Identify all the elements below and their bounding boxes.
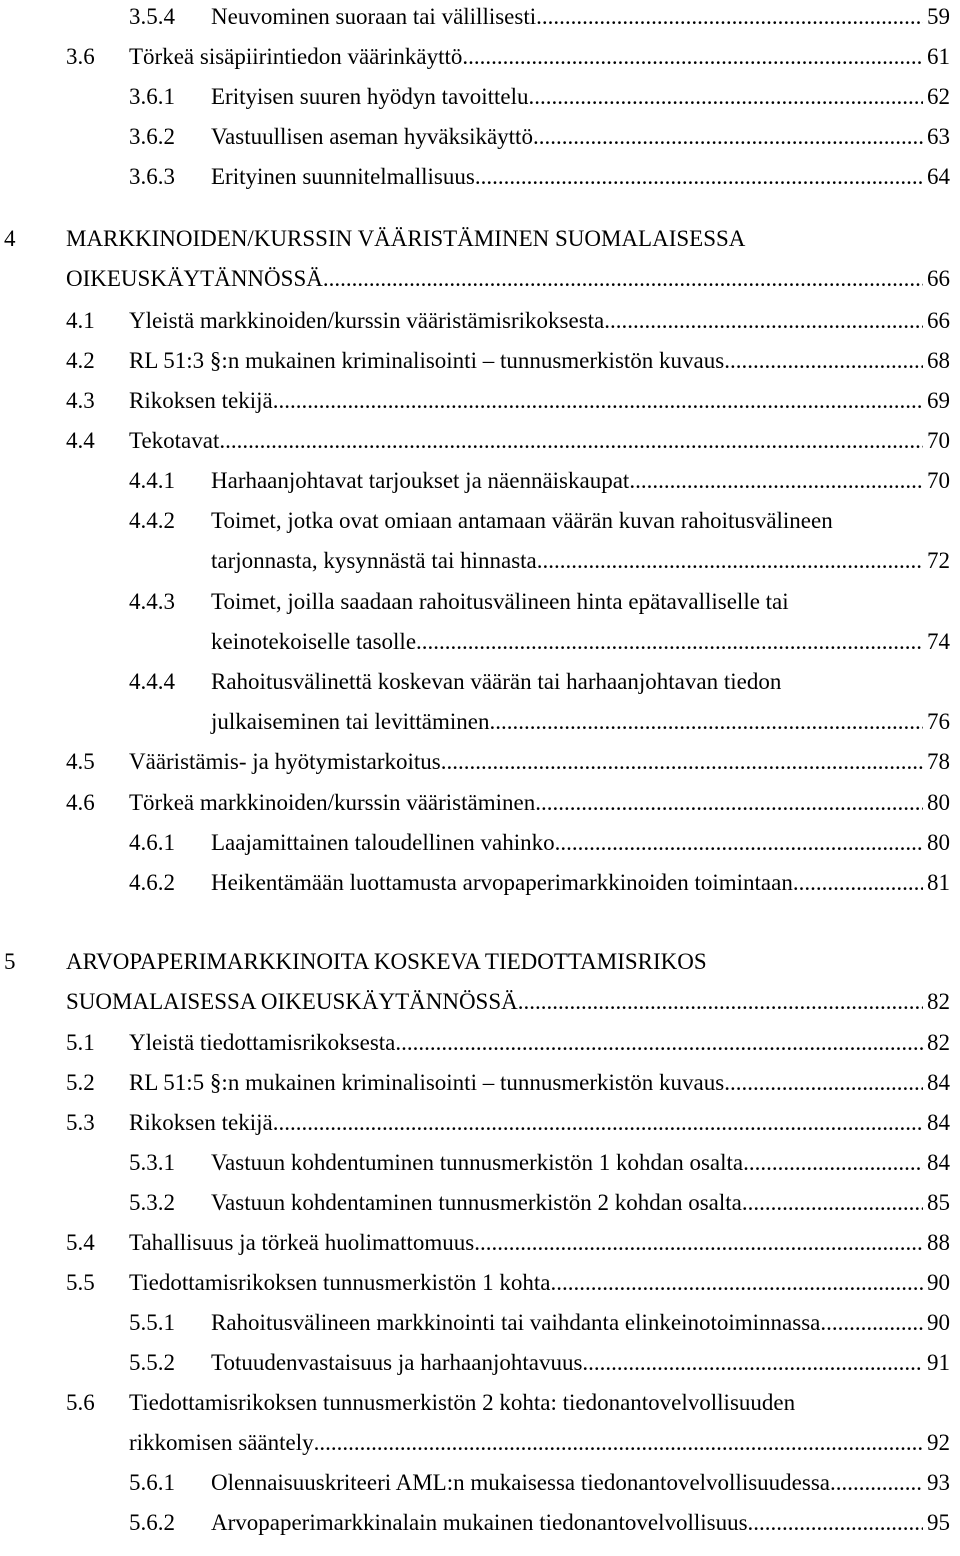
toc-entry-title: Vastuun kohdentaminen tunnusmerkistön 2 kohdan osalta xyxy=(211,1190,742,1215)
toc-entry-number: 3.6.1 xyxy=(129,84,175,109)
toc-entry[interactable] xyxy=(0,1266,960,1306)
dot-leader xyxy=(793,866,923,900)
toc-entry-title: MARKKINOIDEN/KURSSIN VÄÄRISTÄMINEN SUOMALAISESSA xyxy=(66,226,746,251)
toc-entry-title: Vääristämis- ja hyötymistarkoitus xyxy=(129,749,441,774)
toc-entry[interactable] xyxy=(0,222,960,302)
toc-entry-number: 5.5.2 xyxy=(129,1350,175,1375)
toc-entry-line xyxy=(211,464,950,498)
toc-entry[interactable] xyxy=(0,80,960,120)
toc-entry-title: Erityinen suunnitelmallisuus. xyxy=(211,164,481,189)
toc-entry-title: Toimet, joilla saadaan rahoitusvälineen hinta epätavalliselle tai xyxy=(211,589,789,614)
toc-entry-line xyxy=(66,222,950,256)
toc-entry-page: 82 xyxy=(927,989,950,1014)
toc-entry-number: 4.2 xyxy=(66,348,95,373)
toc-entry-line xyxy=(129,1426,950,1460)
dot-leader xyxy=(314,1426,923,1460)
toc-entry-line xyxy=(129,304,950,338)
toc-entry-title: Rikoksen tekijä xyxy=(129,1110,273,1135)
toc-entry-line xyxy=(129,344,950,378)
toc-entry-number: 4.4.1 xyxy=(129,468,175,493)
toc-entry-number: 4.4 xyxy=(66,428,95,453)
toc-entry[interactable] xyxy=(0,160,960,200)
toc-entry-page: 78 xyxy=(927,749,950,774)
toc-entry-line xyxy=(129,424,950,458)
dot-leader xyxy=(830,1466,923,1500)
toc-entry-page: 68 xyxy=(927,348,950,373)
toc-entry[interactable] xyxy=(0,1146,960,1186)
toc-entry-line xyxy=(211,665,950,699)
toc-entry[interactable] xyxy=(0,1066,960,1106)
toc-entry[interactable] xyxy=(0,384,960,424)
toc-entry[interactable] xyxy=(0,344,960,384)
toc-entry-title: ARVOPAPERIMARKKINOITA KOSKEVA TIEDOTTAMISRIKOS xyxy=(66,949,707,974)
toc-entry-title: keinotekoiselle tasolle xyxy=(211,629,417,654)
toc-entry-title: Heikentämään luottamusta arvopaperimarkkinoiden toimintaan xyxy=(211,870,793,895)
dot-leader xyxy=(724,1066,923,1100)
dot-leader xyxy=(395,1026,923,1060)
toc-entry-title: Vastuun kohdentuminen tunnusmerkistön 1 kohdan osalta xyxy=(211,1150,744,1175)
toc-entry[interactable] xyxy=(0,1026,960,1066)
toc-entry-line xyxy=(129,384,950,418)
toc-entry-line xyxy=(129,1106,950,1140)
toc-entry-line xyxy=(129,40,950,74)
toc-entry-page: 59 xyxy=(927,4,950,29)
toc-entry-line xyxy=(66,262,950,296)
toc-entry[interactable] xyxy=(0,1186,960,1226)
toc-entry-number: 3.6.3 xyxy=(129,164,175,189)
toc-entry-number: 4.6.2 xyxy=(129,870,175,895)
toc-entry[interactable] xyxy=(0,504,960,584)
toc-entry-number: 5.3 xyxy=(66,1110,95,1135)
toc-entry-line xyxy=(211,544,950,578)
toc-entry-number: 4.5 xyxy=(66,749,95,774)
toc-entry-title: Harhaanjohtavat tarjoukset ja näennäiskaupat xyxy=(211,468,630,493)
toc-entry-number: 4 xyxy=(4,226,16,251)
toc-entry-line xyxy=(211,1306,950,1340)
toc-entry-line xyxy=(211,1346,950,1380)
toc-entry-page: 80 xyxy=(927,790,950,815)
dot-leader xyxy=(550,1266,923,1300)
toc-entry-page: 80 xyxy=(927,830,950,855)
toc-entry-page: 76 xyxy=(927,709,950,734)
dot-leader xyxy=(462,40,923,74)
toc-entry-line xyxy=(211,585,950,619)
toc-entry-title: Törkeä sisäpiirintiedon väärinkäyttö xyxy=(129,44,463,69)
toc-entry-title: Toimet, jotka ovat omiaan antamaan väärän kuvan rahoitusvälineen xyxy=(211,508,833,533)
dot-leader xyxy=(629,464,923,498)
toc-entry[interactable] xyxy=(0,945,960,1025)
toc-entry-line xyxy=(211,705,950,739)
toc-entry[interactable] xyxy=(0,1226,960,1266)
toc-entry-line xyxy=(211,866,950,900)
toc-entry-line xyxy=(211,80,950,114)
toc-entry-number: 3.6 xyxy=(66,44,95,69)
toc-entry-number: 5.6.1 xyxy=(129,1470,175,1495)
toc-entry-title: tarjonnasta, kysynnästä tai hinnasta xyxy=(211,548,537,573)
toc-entry-page: 72 xyxy=(927,548,950,573)
toc-entry-number: 4.4.3 xyxy=(129,589,175,614)
dot-leader xyxy=(489,705,923,739)
dot-leader xyxy=(748,1506,923,1540)
toc-entry-page: 84 xyxy=(927,1150,950,1175)
toc-entry-page: 82 xyxy=(927,1030,950,1055)
toc-entry-page: 63 xyxy=(927,124,950,149)
dot-leader xyxy=(416,625,923,659)
toc-entry[interactable] xyxy=(0,1466,960,1506)
toc-entry-title: RL 51:3 §:n mukainen kriminalisointi – tunnusmerkistön kuvaus xyxy=(129,348,725,373)
toc-entry-line xyxy=(211,1146,950,1180)
toc-entry-line xyxy=(129,745,950,779)
toc-entry-line xyxy=(129,786,950,820)
toc-entry-number: 4.6 xyxy=(66,790,95,815)
toc-entry[interactable] xyxy=(0,1306,960,1346)
toc-entry-number: 4.3 xyxy=(66,388,95,413)
toc-entry[interactable] xyxy=(0,1506,960,1546)
toc-entry-title: Totuudenvastaisuus ja harhaanjohtavuus xyxy=(211,1350,583,1375)
toc-entry-number: 5.4 xyxy=(66,1230,95,1255)
toc-entry-line xyxy=(211,1186,950,1220)
toc-entry-title: Laajamittainen taloudellinen vahinko xyxy=(211,830,555,855)
toc-entry-page: 69 xyxy=(927,388,950,413)
toc-entry-title: Tiedottamisrikoksen tunnusmerkistön 2 kohta: tiedonantovelvollisuuden xyxy=(129,1390,796,1415)
toc-entry-page: 64 xyxy=(927,164,950,189)
toc-entry-number: 4.6.1 xyxy=(129,830,175,855)
toc-entry-title: Rahoitusvälineen markkinointi tai vaihdanta elinkeinotoiminnassa xyxy=(211,1310,821,1335)
dot-leader xyxy=(273,384,923,418)
toc-entry-title: Olennaisuuskriteeri AML:n mukaisessa tiedonantovelvollisuudessa xyxy=(211,1470,830,1495)
dot-leader xyxy=(724,344,923,378)
dot-leader xyxy=(742,1186,923,1220)
toc-entry-number: 5.5 xyxy=(66,1270,95,1295)
toc-entry-title: Vastuullisen aseman hyväksikäyttö xyxy=(211,124,533,149)
toc-entry-page: 93 xyxy=(927,1470,950,1495)
dot-leader xyxy=(555,826,923,860)
toc-entry-title: Rahoitusvälinettä koskevan väärän tai harhaanjohtavan tiedon xyxy=(211,669,782,694)
toc-entry[interactable] xyxy=(0,120,960,160)
toc-entry[interactable] xyxy=(0,786,960,826)
toc-entry-title: Rikoksen tekijä xyxy=(129,388,273,413)
toc-entry-title: Yleistä markkinoiden/kurssin vääristämisrikoksesta xyxy=(129,308,605,333)
toc-entry-number: 4.4.2 xyxy=(129,508,175,533)
toc-entry-title: RL 51:5 §:n mukainen kriminalisointi – tunnusmerkistön kuvaus xyxy=(129,1070,725,1095)
toc-entry-line xyxy=(211,120,950,154)
toc-entry-line xyxy=(129,1026,950,1060)
toc-entry[interactable] xyxy=(0,585,960,665)
toc-entry-number: 3.6.2 xyxy=(129,124,175,149)
toc-entry[interactable] xyxy=(0,1346,960,1386)
toc-entry-page: 66 xyxy=(927,308,950,333)
toc-entry-line xyxy=(211,504,950,538)
toc-entry[interactable] xyxy=(0,424,960,464)
dot-leader xyxy=(528,80,923,114)
toc-entry-line xyxy=(211,1506,950,1540)
dot-leader xyxy=(481,160,923,194)
toc-entry-number: 5 xyxy=(4,949,16,974)
toc-entry-page: 84 xyxy=(927,1070,950,1095)
toc-entry-page: 90 xyxy=(927,1270,950,1295)
toc-entry[interactable] xyxy=(0,826,960,866)
toc-entry-title: SUOMALAISESSA OIKEUSKÄYTÄNNÖSSÄ xyxy=(66,989,518,1014)
toc-entry[interactable] xyxy=(0,665,960,745)
toc-entry[interactable] xyxy=(0,1106,960,1146)
toc-entry-line xyxy=(129,1066,950,1100)
dot-leader xyxy=(273,1106,923,1140)
toc-entry-title: Tahallisuus ja törkeä huolimattomuus xyxy=(129,1230,475,1255)
toc-entry[interactable] xyxy=(0,745,960,785)
toc-entry[interactable] xyxy=(0,866,960,906)
toc-entry-number: 4.1 xyxy=(66,308,95,333)
dot-leader xyxy=(323,262,923,296)
toc-entry-line xyxy=(66,985,950,1019)
toc-entry-line xyxy=(211,0,950,34)
toc-entry-page: 74 xyxy=(927,629,950,654)
toc-entry-page: 62 xyxy=(927,84,950,109)
toc-entry-line xyxy=(211,160,950,194)
toc-entry-title: Tekotavat xyxy=(129,428,220,453)
dot-leader xyxy=(820,1306,923,1340)
dot-leader xyxy=(474,1226,923,1260)
toc-entry-line xyxy=(129,1266,950,1300)
dot-leader xyxy=(219,424,923,458)
toc-entry-title: Yleistä tiedottamisrikoksesta xyxy=(129,1030,396,1055)
toc-entry-line xyxy=(129,1226,950,1260)
toc-entry-line xyxy=(129,1386,950,1420)
dot-leader xyxy=(582,1346,923,1380)
toc-entry[interactable] xyxy=(0,40,960,80)
dot-leader xyxy=(604,304,923,338)
toc-entry-title: Neuvominen suoraan tai välillisesti xyxy=(211,4,537,29)
toc-entry[interactable] xyxy=(0,304,960,344)
toc-entry-number: 5.6.2 xyxy=(129,1510,175,1535)
toc-entry[interactable] xyxy=(0,1386,960,1466)
toc-entry-number: 5.2 xyxy=(66,1070,95,1095)
toc-entry-page: 85 xyxy=(927,1190,950,1215)
toc-entry-page: 91 xyxy=(927,1350,950,1375)
toc-entry-page: 90 xyxy=(927,1310,950,1335)
toc-entry-title: Tiedottamisrikoksen tunnusmerkistön 1 kohta xyxy=(129,1270,551,1295)
toc-entry-number: 5.1 xyxy=(66,1030,95,1055)
toc-entry-page: 88 xyxy=(927,1230,950,1255)
dot-leader xyxy=(537,544,923,578)
toc-entry-line xyxy=(211,625,950,659)
toc-entry-page: 61 xyxy=(927,44,950,69)
toc-entry-line xyxy=(211,1466,950,1500)
dot-leader xyxy=(536,0,923,34)
dot-leader xyxy=(441,745,923,779)
dot-leader xyxy=(535,786,923,820)
toc-entry-page: 92 xyxy=(927,1430,950,1455)
toc-entry[interactable] xyxy=(0,0,960,40)
toc-entry-page: 81 xyxy=(927,870,950,895)
toc-entry-number: 5.6 xyxy=(66,1390,95,1415)
toc-entry-title: OIKEUSKÄYTÄNNÖSSÄ xyxy=(66,266,323,291)
toc-entry-page: 84 xyxy=(927,1110,950,1135)
toc-entry-number: 3.5.4 xyxy=(129,4,175,29)
toc-entry-title: Erityisen suuren hyödyn tavoittelu xyxy=(211,84,529,109)
toc-entry-title: julkaiseminen tai levittäminen xyxy=(211,709,490,734)
toc-entry-page: 70 xyxy=(927,468,950,493)
toc-entry-line xyxy=(66,945,950,979)
dot-leader xyxy=(743,1146,923,1180)
toc-entry-number: 5.5.1 xyxy=(129,1310,175,1335)
dot-leader xyxy=(533,120,923,154)
toc-entry-number: 5.3.2 xyxy=(129,1190,175,1215)
toc-entry-page: 70 xyxy=(927,428,950,453)
toc-entry-number: 5.3.1 xyxy=(129,1150,175,1175)
dot-leader xyxy=(518,985,923,1019)
toc-entry[interactable] xyxy=(0,464,960,504)
toc-entry-page: 95 xyxy=(927,1510,950,1535)
toc-entry-title: rikkomisen sääntely xyxy=(129,1430,314,1455)
toc-entry-title: Arvopaperimarkkinalain mukainen tiedonantovelvollisuus xyxy=(211,1510,748,1535)
toc-entry-title: Törkeä markkinoiden/kurssin vääristäminen xyxy=(129,790,536,815)
toc-entry-page: 66 xyxy=(927,266,950,291)
toc-entry-number: 4.4.4 xyxy=(129,669,175,694)
toc-entry-line xyxy=(211,826,950,860)
